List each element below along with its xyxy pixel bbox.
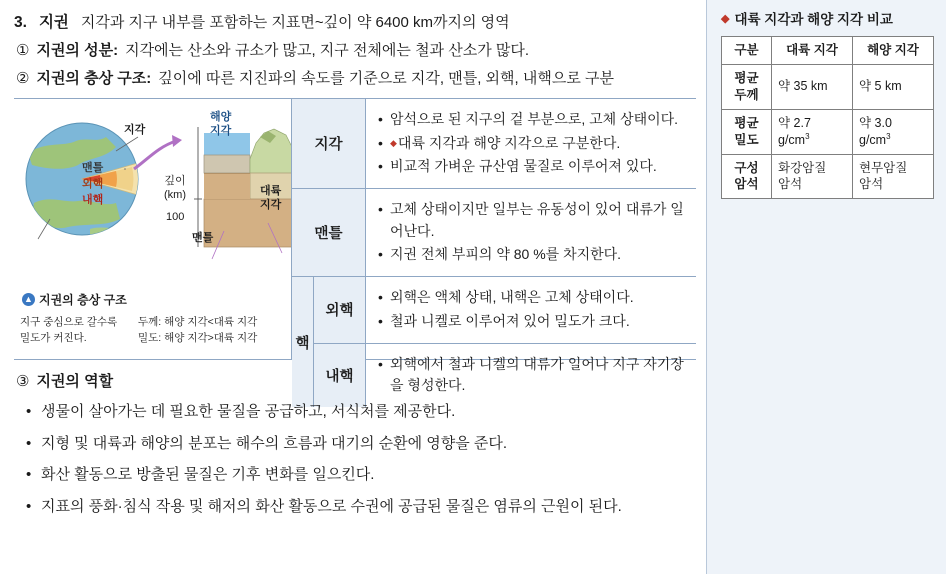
table-row-inner-core [314,344,696,407]
label-inner-core: 내핵 [82,194,104,206]
table-row-crust [292,99,696,189]
footnote-thickness: 두께: 해양 지각<대륙 지각 [138,316,258,328]
row-content-outer-core [366,277,696,342]
row-label-core: 핵 [292,277,314,407]
label-depth-axis: 깊이 (km) [164,175,186,201]
row-content-crust [366,99,696,188]
row-header-density: 평균 밀도 [722,109,772,154]
diamond-marker-icon: ◆ [721,12,730,25]
section-heading [14,10,696,32]
row-label-crust: 지각 [292,99,366,188]
list-item: • 외핵에서 철과 니켈의 대류가 일어나 지구 자기장을 형성한다. [378,354,686,397]
earth-structure-diagram [14,99,292,359]
list-item: • 생물이 살아가는 데 필요한 물질을 공급하고, 서식처를 제공한다. [26,401,696,424]
sidebar-title-text: 대륙 지각과 해양 지각 비교 [734,12,893,27]
label-outer-core: 외핵 [82,178,104,190]
role-bullet-list [26,401,696,518]
figure-caption-text: 지권의 층상 구조 [39,293,127,307]
sidebar [706,0,946,574]
item-label: 지권의 층상 구조: [36,70,152,87]
up-arrow-icon: ▲ [22,293,35,306]
cell-continental-density: 약 2.7 $g/cm^3$ [772,109,853,154]
sidebar-title [721,8,934,28]
table-row-mantle [292,189,696,277]
column-header-oceanic: 해양 지각 [853,37,934,65]
comparison-table [721,36,934,199]
diamond-marker-icon: ◆ [390,137,397,148]
row-content-mantle [366,189,696,276]
footnote-right [138,315,257,347]
cell-oceanic-rock: 현무암질 암석 [853,154,934,199]
footnote-density: 밀도: 해양 지각>대륙 지각 [138,331,258,344]
table-header-row [722,37,934,65]
cell-continental-thickness: 약 35 km [772,64,853,109]
section-number: 3. [14,14,27,31]
item-number: ③ [16,373,30,390]
item-number: ① [16,42,30,59]
item-text: 깊이에 따른 지진파의 속도를 기준으로 지각, 맨틀, 외핵, 내핵으로 구분 [158,70,614,87]
cell-oceanic-density: 약 3.0 $g/cm^3$ [853,109,934,154]
list-item: • 철과 니켈로 이루어져 있어 밀도가 크다. [378,311,686,333]
figure-caption [22,291,127,308]
label-mantle: 맨틀 [82,162,104,174]
list-item: • 비교적 가벼운 규산염 물질로 이루어져 있다. [378,156,686,178]
label-crust: 지각 [124,124,146,136]
section-title: 지권 [38,14,69,31]
item-number: ② [16,70,30,87]
row-label-mantle: 맨틀 [292,189,366,276]
list-item: • 고체 상태이지만 일부는 유동성이 있어 대류가 일어난다. [378,199,686,242]
table-row-thickness [722,64,934,109]
item-label: 지권의 역할 [36,373,114,390]
list-item: • 화산 활동으로 방출된 물질은 기후 변화를 일으킨다. [26,464,696,487]
core-subrows [314,277,696,407]
table-row-core [292,277,696,407]
list-item: • 암석으로 된 지구의 겉 부분으로, 고체 상태이다. [378,109,686,131]
layer-description-table [292,99,696,394]
section-description: 지각과 지구 내부를 포함하는 지표면~깊이 약 6400 km까지의 영역 [80,14,510,31]
item-label: 지권의 성분: [36,42,119,59]
table-row-outer-core [314,277,696,343]
row-content-inner-core [366,344,696,407]
list-item: • 지형 및 대륙과 해양의 분포는 해수의 흐름과 대기의 순환에 영향을 준다. [26,433,696,456]
item-text: 지각에는 산소와 규소가 많고, 지구 전체에는 철과 산소가 많다. [125,42,530,59]
label-depth-tick: 100 [166,211,185,223]
label-mantle-section: 맨틀 [192,232,214,244]
row-label-outer-core: 외핵 [314,277,366,342]
row-label-inner-core: 내핵 [314,344,366,407]
footnote-left: 지구 중심으로 갈수록 밀도가 커진다. [20,316,118,344]
cell-oceanic-thickness: 약 5 km [853,64,934,109]
label-oceanic-crust: 해양 지각 [210,111,232,137]
column-header-continental: 대륙 지각 [772,37,853,65]
cell-continental-rock: 화강암질 암석 [772,154,853,199]
list-item [378,133,686,155]
row-header-thickness: 평균 두께 [722,64,772,109]
list-item: • 외핵은 액체 상태, 내핵은 고체 상태이다. [378,287,686,309]
list-item-2 [16,67,696,88]
column-header-category: 구분 [722,37,772,65]
table-row-density [722,109,934,154]
list-item: • 지표의 풍화·침식 작용 및 해저의 화산 활동으로 수권에 공급된 물질은 염류의 근원이 된다. [26,496,696,519]
row-header-rock: 구성 암석 [722,154,772,199]
label-continental-crust: 대륙 지각 [260,185,282,211]
list-item-text: 대륙 지각과 해양 지각으로 구분한다. [397,134,621,151]
table-row-rock [722,154,934,199]
list-item-1 [16,39,696,60]
list-item: • 지권 전체 부피의 약 80 %를 차지한다. [378,244,686,266]
